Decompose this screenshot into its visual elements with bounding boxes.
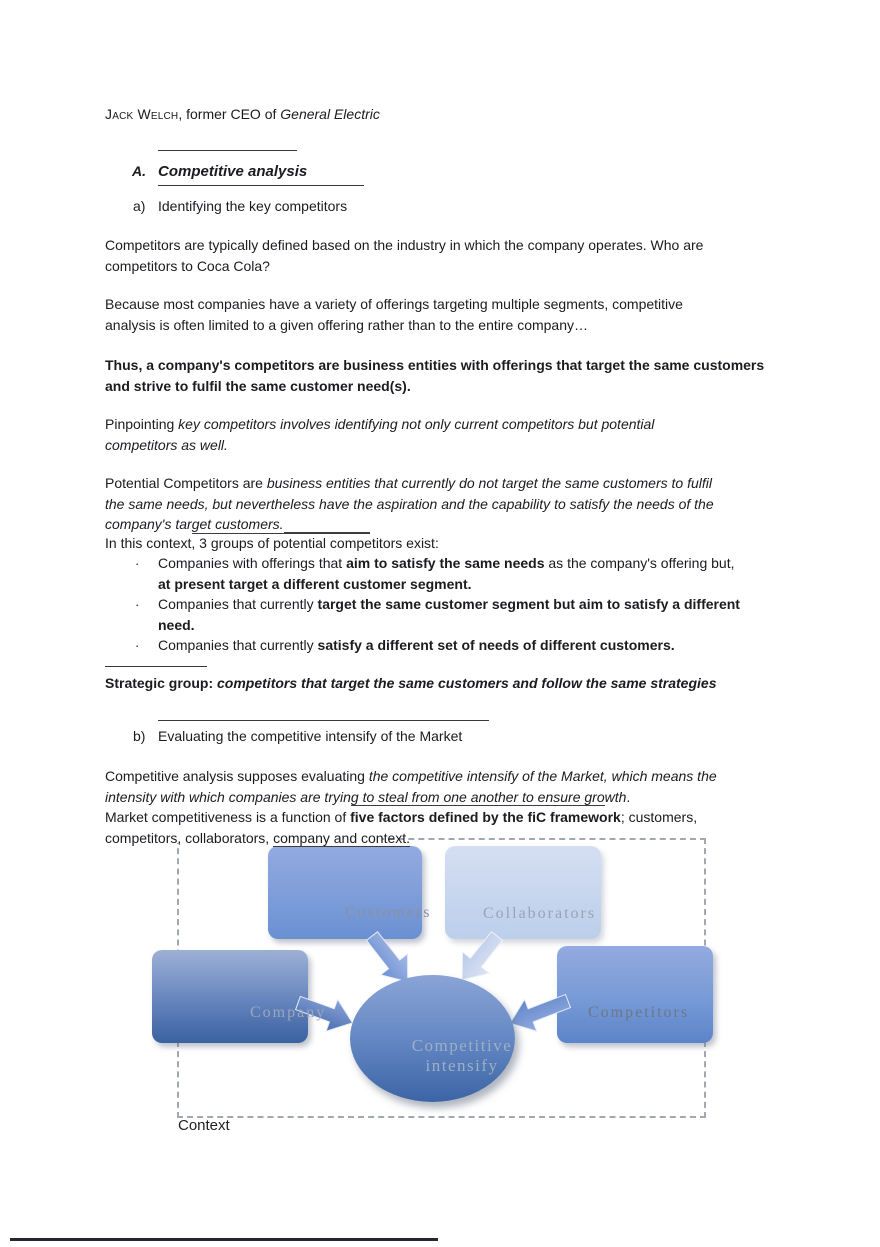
rule-below-heading-a	[158, 185, 364, 186]
paragraph-7-line-1: Competitive analysis supposes evaluating the competitive intensify of the Market, which means the	[105, 768, 717, 784]
paragraph-7-line-3: Market competitiveness is a function of five factors defined by the fiC framework; customers,	[105, 809, 698, 825]
paragraph-3-line-2: and strive to fulfil the same customer need(s).	[105, 377, 411, 394]
header-line: Jack Welch, former CEO of General Electric	[105, 106, 380, 122]
competitors-label: Competitors	[588, 1004, 690, 1021]
paragraph-4-line-1: Pinpointing key competitors involves identifying not only current competitors but potential	[105, 416, 655, 432]
paragraph-2-line-2: analysis is often limited to a given offering rather than to the entire company…	[105, 316, 589, 333]
paragraph-4-line-2: competitors as well.	[105, 436, 228, 453]
bullet-1-line-1: · Companies with offerings that aim to satisfy the same needs as the company's offering but,	[135, 553, 734, 575]
paragraph-5-line-2: the same needs, but nevertheless have the aspiration and the capability to satisfy the needs of the	[105, 495, 714, 512]
heading-small-a: a) Identifying the key competitors	[133, 198, 348, 214]
bullet-2-line-2: need.	[158, 616, 195, 633]
bullet-dot: ·	[135, 556, 140, 571]
rule-above-heading-b	[158, 720, 489, 721]
context-label: Context	[178, 1117, 230, 1134]
collaborators-label: Collaborators	[483, 905, 597, 922]
paragraph-1-line-1: Competitors are typically defined based on the industry in which the company operates. Who are	[105, 237, 704, 253]
bullet-2-line-1: · Companies that currently target the same customer segment but aim to satisfy a different	[135, 594, 740, 616]
strategic-group-line: Strategic group: competitors that target the same customers and follow the same strategies	[105, 675, 717, 691]
rule-above-strategic	[105, 666, 207, 667]
heading-a: A. Competitive analysis	[132, 163, 308, 180]
paragraph-6: In this context, 3 groups of potential competitors exist:	[105, 535, 439, 551]
rule-above-heading-a	[158, 150, 297, 151]
paragraph-5-line-3: company's target customers.	[105, 514, 370, 535]
org-name: General Electric	[280, 106, 380, 122]
bullet-dot: ·	[135, 597, 140, 612]
paragraph-1-line-2: competitors to Coca Cola?	[105, 257, 270, 274]
paragraph-7-line-4: competitors, collaborators, company and context.	[105, 829, 411, 846]
heading-b: b) Evaluating the competitive intensify of the Market	[133, 728, 463, 744]
company-label: Company	[250, 1004, 327, 1021]
paragraph-5-line-1: Potential Competitors are business entities that currently do not target the same customers to fulfil	[105, 475, 712, 491]
author-name: Jack Welch	[105, 106, 179, 122]
bullet-3-line-1: · Companies that currently satisfy a different set of needs of different customers.	[135, 635, 675, 657]
paragraph-7-line-2: intensity with which companies are trying to steal from one another to ensure growth.	[105, 788, 631, 805]
paragraph-2-line-1: Because most companies have a variety of offerings targeting multiple segments, competitive	[105, 296, 683, 312]
competitive-intensify-label: Competitive intensify	[411, 1036, 513, 1075]
customers-label: Customers	[345, 904, 432, 921]
bullet-dot: ·	[135, 638, 140, 653]
paragraph-3-line-1: Thus, a company's competitors are business entities with offerings that target the same customers	[105, 357, 765, 373]
bullet-1-line-2: at present target a different customer segment.	[158, 575, 472, 592]
